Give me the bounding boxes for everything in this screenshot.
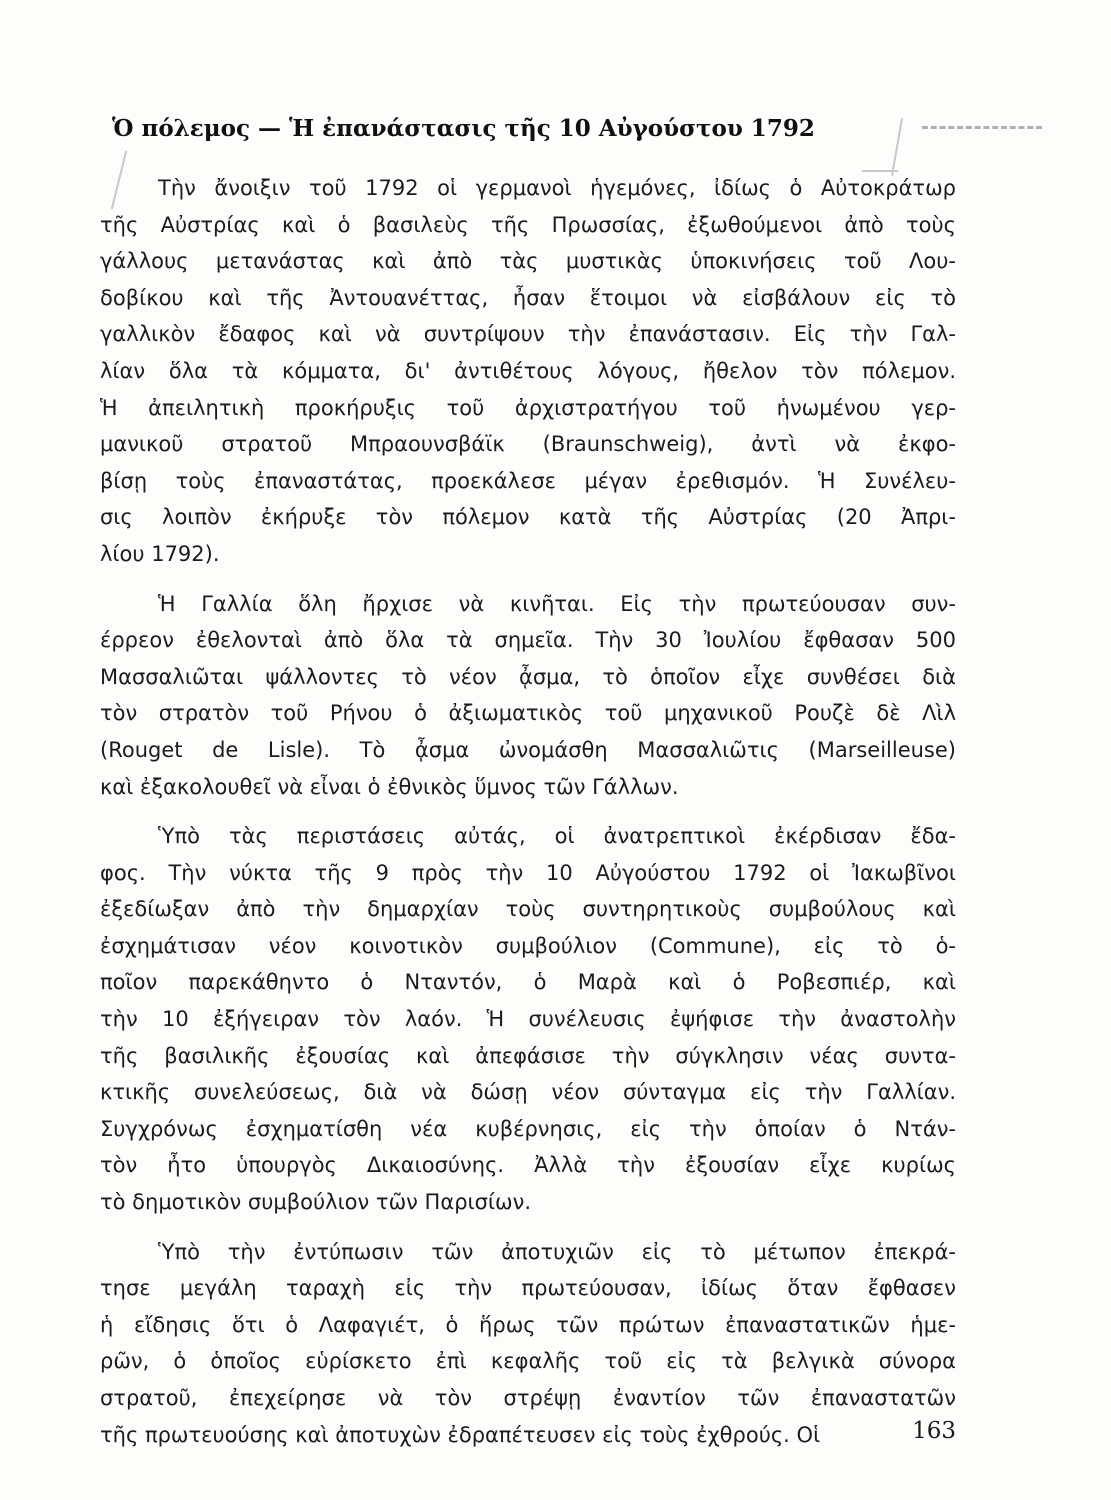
- text-line: τῆς Αὐστρίας καὶ ὁ βασιλεὺς τῆς Πρωσσίας, ἐξωθούμενοι ἀπὸ τοὺς: [100, 212, 956, 237]
- page-number: 163: [912, 1418, 956, 1444]
- text-line: Ἡ Γαλλία ὅλη ἤρχισε νὰ κινῆται. Εἰς τὴν πρωτεύουσαν συν-: [158, 591, 956, 616]
- text-line: μανικοῦ στρατοῦ Μπραουνσβάϊκ (Braunschweig), ἀντὶ νὰ ἐκφο-: [100, 432, 956, 457]
- text-line: τὸ δημοτικὸν συμβούλιον τῶν Παρισίων.: [100, 1190, 532, 1215]
- text-line: Μασσαλιῶται ψάλλοντες τὸ νέον ᾆσμα, τὸ ὁποῖον εἶχε συνθέσει διὰ: [100, 664, 956, 689]
- paragraph: [100, 170, 956, 573]
- paragraph: [100, 586, 956, 806]
- text-line: στρατοῦ, ἐπεχείρησε νὰ τὸν στρέψῃ ἐναντίον τῶν ἐπαναστατῶν: [100, 1386, 956, 1410]
- paragraph: [100, 1234, 956, 1454]
- text-line: τησε μεγάλη ταραχὴ εἰς τὴν πρωτεύουσαν, ἰδίως ὅταν ἔφθασεν: [100, 1276, 956, 1301]
- text-line: Συγχρόνως ἐσχηματίσθη νέα κυβέρνησις, εἰς τὴν ὁποίαν ὁ Ντάν-: [100, 1116, 956, 1141]
- text-line: φος. Τὴν νύκτα τῆς 9 πρὸς τὴν 10 Αὐγούστου 1792 οἱ Ἰακωβῖνοι: [100, 860, 956, 885]
- text-line: τῆς πρωτευούσης καὶ ἀποτυχὼν ἐδραπέτευσεν εἰς τοὺς ἐχθρούς. Οἱ: [100, 1422, 821, 1447]
- text-line: Τὴν ἄνοιξιν τοῦ 1792 οἱ γερμανοὶ ἡγεμόνες, ἰδίως ὁ Αὐτοκράτωρ: [158, 176, 956, 200]
- text-line: ποῖον παρεκάθηντο ὁ Νταντόν, ὁ Μαρὰ καὶ ὁ Ροβεσπιέρ, καὶ: [100, 970, 956, 995]
- text-line: έρρεον ἐθελονταὶ ἀπὸ ὅλα τὰ σημεῖα. Τὴν 30 Ἰουλίου ἔφθασαν 500: [100, 628, 956, 653]
- body-text: [100, 170, 956, 1453]
- text-line: κτικῆς συνελεύσεως, διὰ νὰ δώσῃ νέον σύνταγμα εἰς τὴν Γαλλίαν.: [100, 1080, 956, 1105]
- text-line: ρῶν, ὁ ὁποῖος εὑρίσκετο ἐπὶ κεφαλῆς τοῦ εἰς τὰ βελγικὰ σύνορα: [100, 1349, 956, 1374]
- text-line: ἡ εἴδησις ὅτι ὁ Λαφαγιέτ, ὁ ἥρως τῶν πρώτων ἐπαναστατικῶν ἡμε-: [100, 1312, 956, 1337]
- text-line: δοβίκου καὶ τῆς Ἀντουανέττας, ἦσαν ἕτοιμοι νὰ εἰσβάλουν εἰς τὸ: [100, 285, 956, 310]
- text-line: τὸν στρατὸν τοῦ Ρήνου ὁ ἀξιωματικὸς τοῦ μηχανικοῦ Ρουζὲ δὲ Λὶλ: [100, 701, 956, 726]
- text-line: λίου 1792).: [100, 541, 220, 566]
- text-line: καὶ ἐξακολουθεῖ νὰ εἶναι ὁ ἐθνικὸς ὕμνος τῶν Γάλλων.: [100, 774, 679, 799]
- text-line: Ὑπὸ τὴν ἐντύπωσιν τῶν ἀποτυχιῶν εἰς τὸ μέτωπον ἐπεκρά-: [158, 1239, 956, 1264]
- text-line: τὸν ἦτο ὑπουργὸς Δικαιοσύνης. Ἀλλὰ τὴν ἐξουσίαν εἶχε κυρίως: [100, 1153, 956, 1178]
- section-heading: Ὁ πόλεμος — Ἡ ἐπανάστασις τῆς 10 Αὐγούστου 1792: [112, 115, 815, 142]
- text-line: γάλλους μετανάστας καὶ ἀπὸ τὰς μυστικὰς ὑποκινήσεις τοῦ Λου-: [100, 249, 956, 274]
- pencil-dash-mark: [922, 126, 1042, 133]
- text-line: σις λοιπὸν ἐκήρυξε τὸν πόλεμον κατὰ τῆς Αὐστρίας (20 Ἀπρι-: [100, 505, 956, 530]
- text-line: βίσῃ τοὺς ἐπαναστάτας, προεκάλεσε μέγαν ἐρεθισμόν. Ἡ Συνέλευ-: [100, 468, 956, 493]
- text-line: Ἡ ἀπειλητικὴ προκήρυξις τοῦ ἀρχιστρατήγου τοῦ ἡνωμένου γερ-: [100, 395, 956, 420]
- text-line: ἐσχημάτισαν νέον κοινοτικὸν συμβούλιον (Commune), εἰς τὸ ὁ-: [100, 933, 956, 958]
- text-line: ἐξεδίωξαν ἀπὸ τὴν δημαρχίαν τοὺς συντηρητικοὺς συμβούλους καὶ: [100, 897, 956, 922]
- text-line: Ὑπὸ τὰς περιστάσεις αὐτάς, οἱ ἀνατρεπτικοὶ ἐκέρδισαν ἔδα-: [158, 824, 956, 849]
- pencil-margin-mark: [891, 118, 903, 175]
- text-line: τῆς βασιλικῆς ἐξουσίας καὶ ἀπεφάσισε τὴν σύγκλησιν νέας συντα-: [100, 1043, 956, 1068]
- text-line: γαλλικὸν ἔδαφος καὶ νὰ συντρίψουν τὴν ἐπανάστασιν. Εἰς τὴν Γαλ-: [100, 322, 956, 347]
- text-line: τὴν 10 ἐξήγειραν τὸν λαόν. Ἡ συνέλευσις ἐψήφισε τὴν ἀναστολὴν: [100, 1007, 956, 1032]
- text-line: (Rouget de Lisle). Τὸ ᾆσμα ὠνομάσθη Μασσαλιῶτις (Marseilleuse): [100, 737, 956, 762]
- text-line: λίαν ὅλα τὰ κόμματα, δι' ἀντιθέτους λόγους, ἤθελον τὸν πόλεμον.: [100, 358, 956, 383]
- paragraph: [100, 818, 956, 1221]
